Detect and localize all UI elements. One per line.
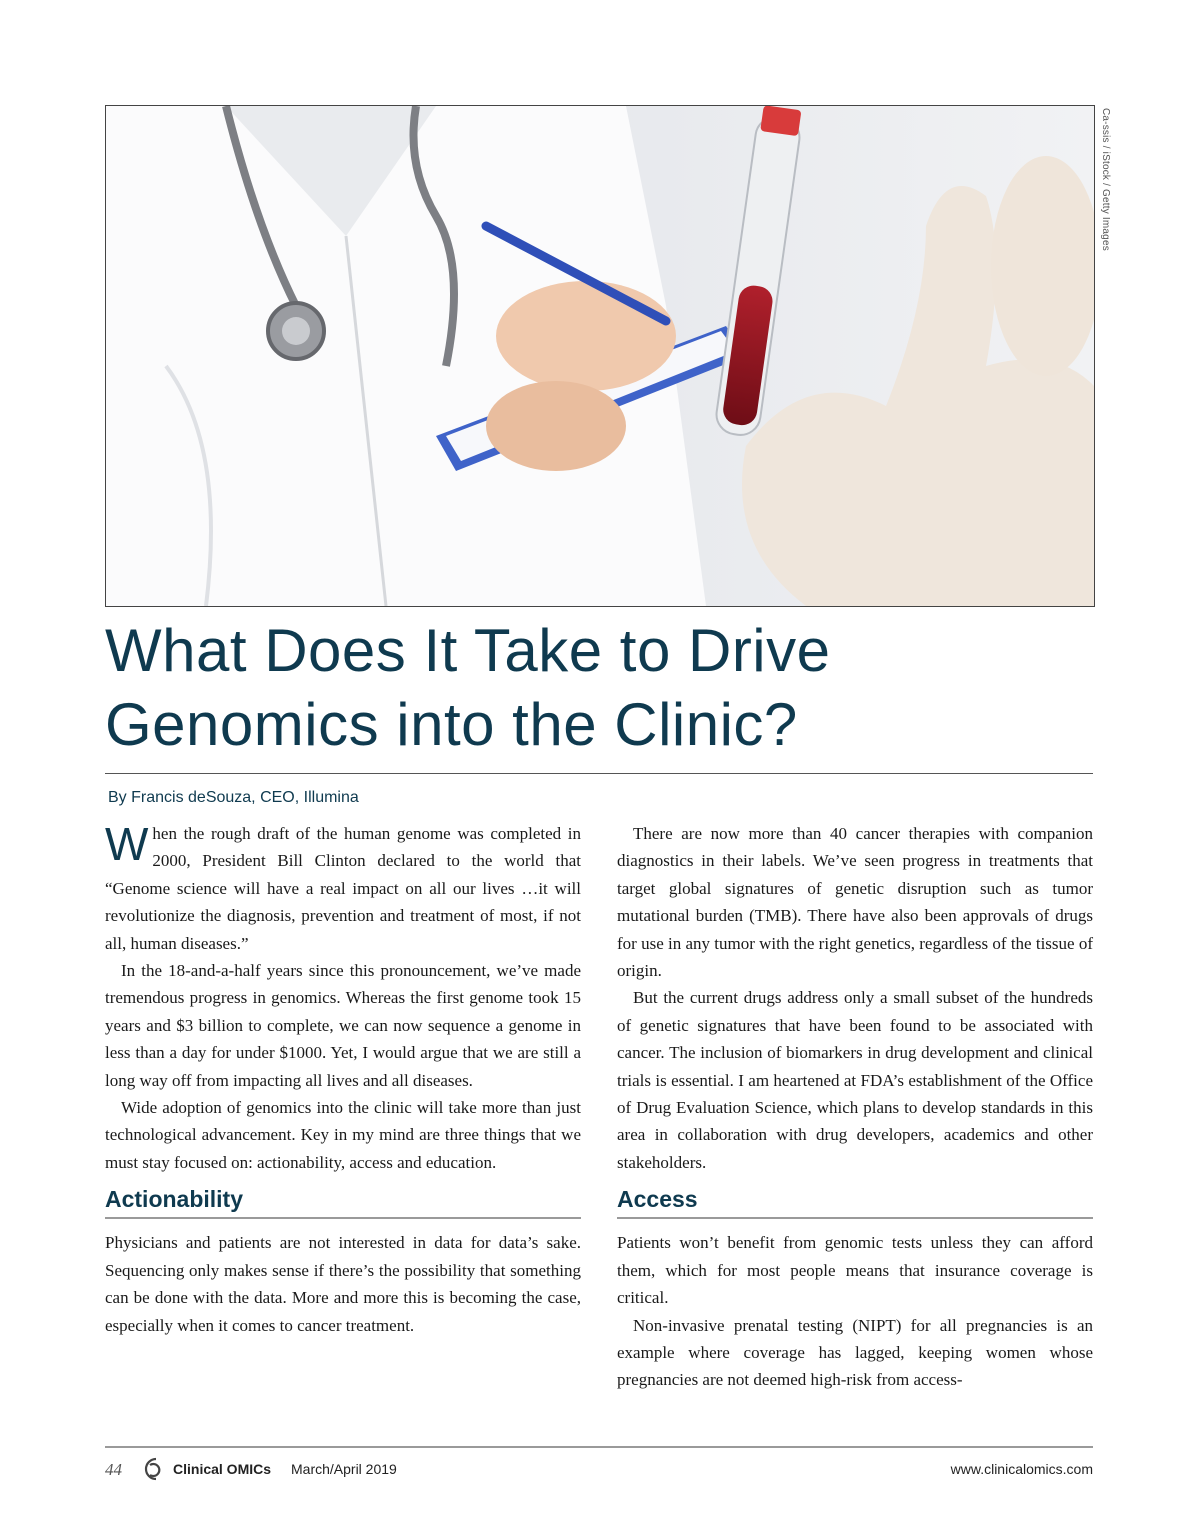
- page-footer: [105, 1458, 1093, 1484]
- byline: By Francis deSouza, CEO, Illumina: [108, 789, 359, 806]
- paragraph-intro: [105, 820, 581, 957]
- doctor-with-blood-sample-photo-icon: [106, 106, 1094, 606]
- drop-cap: W: [105, 818, 149, 870]
- title-line-1: What Does It Take to Drive: [105, 617, 831, 684]
- article-title: [105, 614, 1095, 762]
- paragraph-2: In the 18-and-a-half years since this pronouncement, we’ve made tremendous progress in genomics. Whereas the first genome took 15 years and $3 billion to complete, we can now sequence a genome in less than a day for under $1000. Yet, I would argue that we are still a long way off from impacting all lives and all diseases.: [105, 961, 581, 1090]
- website-url[interactable]: www.clinicalomics.com: [950, 1461, 1093, 1477]
- title-divider: [105, 773, 1093, 774]
- paragraph-1-text: hen the rough draft of the human genome was completed in 2000, President Bill Clinton declared to the world that “Genome science will have a real impact on all our lives …it will revolutionize the diagnosis, prevention and treatment of most, if not all, human diseases.”: [105, 824, 581, 953]
- section-heading-access: Access: [617, 1176, 1093, 1219]
- footer-divider: [105, 1446, 1093, 1448]
- title-line-2: Genomics into the Clinic?: [105, 691, 798, 758]
- issue-date: March/April 2019: [291, 1461, 397, 1477]
- hero-photo: [105, 105, 1095, 607]
- photo-credit: Ca-ssis / iStock / Getty Images: [1100, 108, 1111, 251]
- section-heading-actionability: Actionability: [105, 1176, 581, 1219]
- paragraph-7: Patients won’t benefit from genomic tests unless they can afford them, which for most people means that insurance coverage is critical.: [617, 1233, 1093, 1308]
- paragraph-5: There are now more than 40 cancer therapies with companion diagnostics in their labels. We’ve seen progress in treatments that target global signatures of genetic disruption such as tumor mutational burden (TMB). There have also been approvals of drugs for use in any tumor with the right genetics, regardless of the tissue of origin.: [617, 824, 1093, 981]
- publication-name: Clinical OMICs: [173, 1461, 272, 1477]
- clinical-omics-logo-icon: [138, 1455, 168, 1483]
- paragraph-6: But the current drugs address only a small subset of the hundreds of genetic signatures that have been found to be associated with cancer. The inclusion of biomarkers in drug development and clinical trials is essential. I am heartened at FDA’s establishment of the Office of Drug Evaluation Science, which plans to develop standards in this area in collaboration with drug developers, academics and other stakeholders.: [617, 988, 1093, 1172]
- page-number: 44: [105, 1460, 122, 1479]
- right-column: [617, 820, 1093, 1394]
- paragraph-3: Wide adoption of genomics into the clinic will take more than just technological advancement. Key in my mind are three things that we must stay focused on: actionability, access and education.: [105, 1098, 581, 1172]
- paragraph-4: Physicians and patients are not interested in data for data’s sake. Sequencing only makes sense if there’s the possibility that something can be done with the data. More and more this is becoming the case, especially when it comes to cancer treatment.: [105, 1233, 581, 1335]
- paragraph-8: Non-invasive prenatal testing (NIPT) for all pregnancies is an example where coverage has lagged, keeping women whose pregnancies are not deemed high-risk from access-: [617, 1315, 1093, 1390]
- left-column: [105, 820, 581, 1339]
